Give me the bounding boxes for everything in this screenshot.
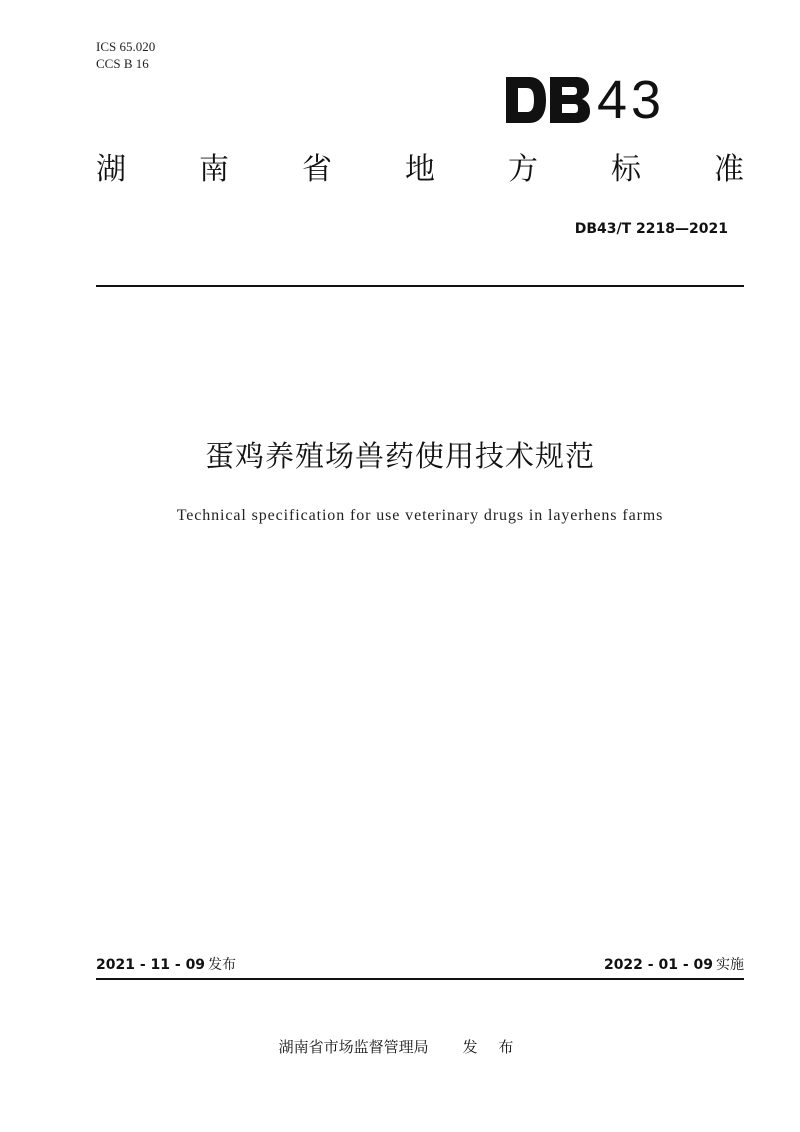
- implement-date: 2022 - 01 - 09: [603, 957, 713, 973]
- release-date-line: [96, 955, 236, 975]
- standard-type-char: 地: [405, 152, 435, 187]
- standard-type-heading: [96, 148, 744, 192]
- release-date: 2021 - 11 - 09: [96, 957, 206, 973]
- issuer-action: 发 布: [462, 1038, 522, 1056]
- standard-type-char: 方: [508, 152, 538, 187]
- standard-type-char: 南: [199, 152, 229, 187]
- top-divider: [96, 285, 744, 287]
- standard-type-char: 准: [714, 152, 744, 187]
- implement-date-line: [604, 955, 744, 975]
- issuer-name: 湖南省市场监督管理局: [278, 1038, 429, 1056]
- db-logo-icon: [505, 75, 591, 125]
- implement-label: 实施: [716, 957, 744, 973]
- standard-type-char: 标: [611, 152, 641, 187]
- standard-type-char: 湖: [96, 152, 126, 187]
- title-chinese: 蛋鸡养殖场兽药使用技术规范: [204, 439, 595, 473]
- ics-code: ICS 65.020: [96, 39, 156, 54]
- db-standard-mark: [505, 70, 665, 130]
- issuer-line: [0, 1036, 800, 1058]
- classification-codes: [96, 38, 155, 72]
- bottom-divider: [96, 978, 744, 980]
- ccs-code: CCS B 16: [96, 56, 149, 71]
- standard-type-char: 省: [302, 152, 332, 187]
- standard-number: DB43/T 2218—2021: [574, 221, 728, 237]
- release-label: 发布: [208, 957, 237, 973]
- title-english: Technical specification for use veterinary drugs in layerhens farms: [176, 507, 664, 524]
- db-province-number: 43: [597, 70, 666, 130]
